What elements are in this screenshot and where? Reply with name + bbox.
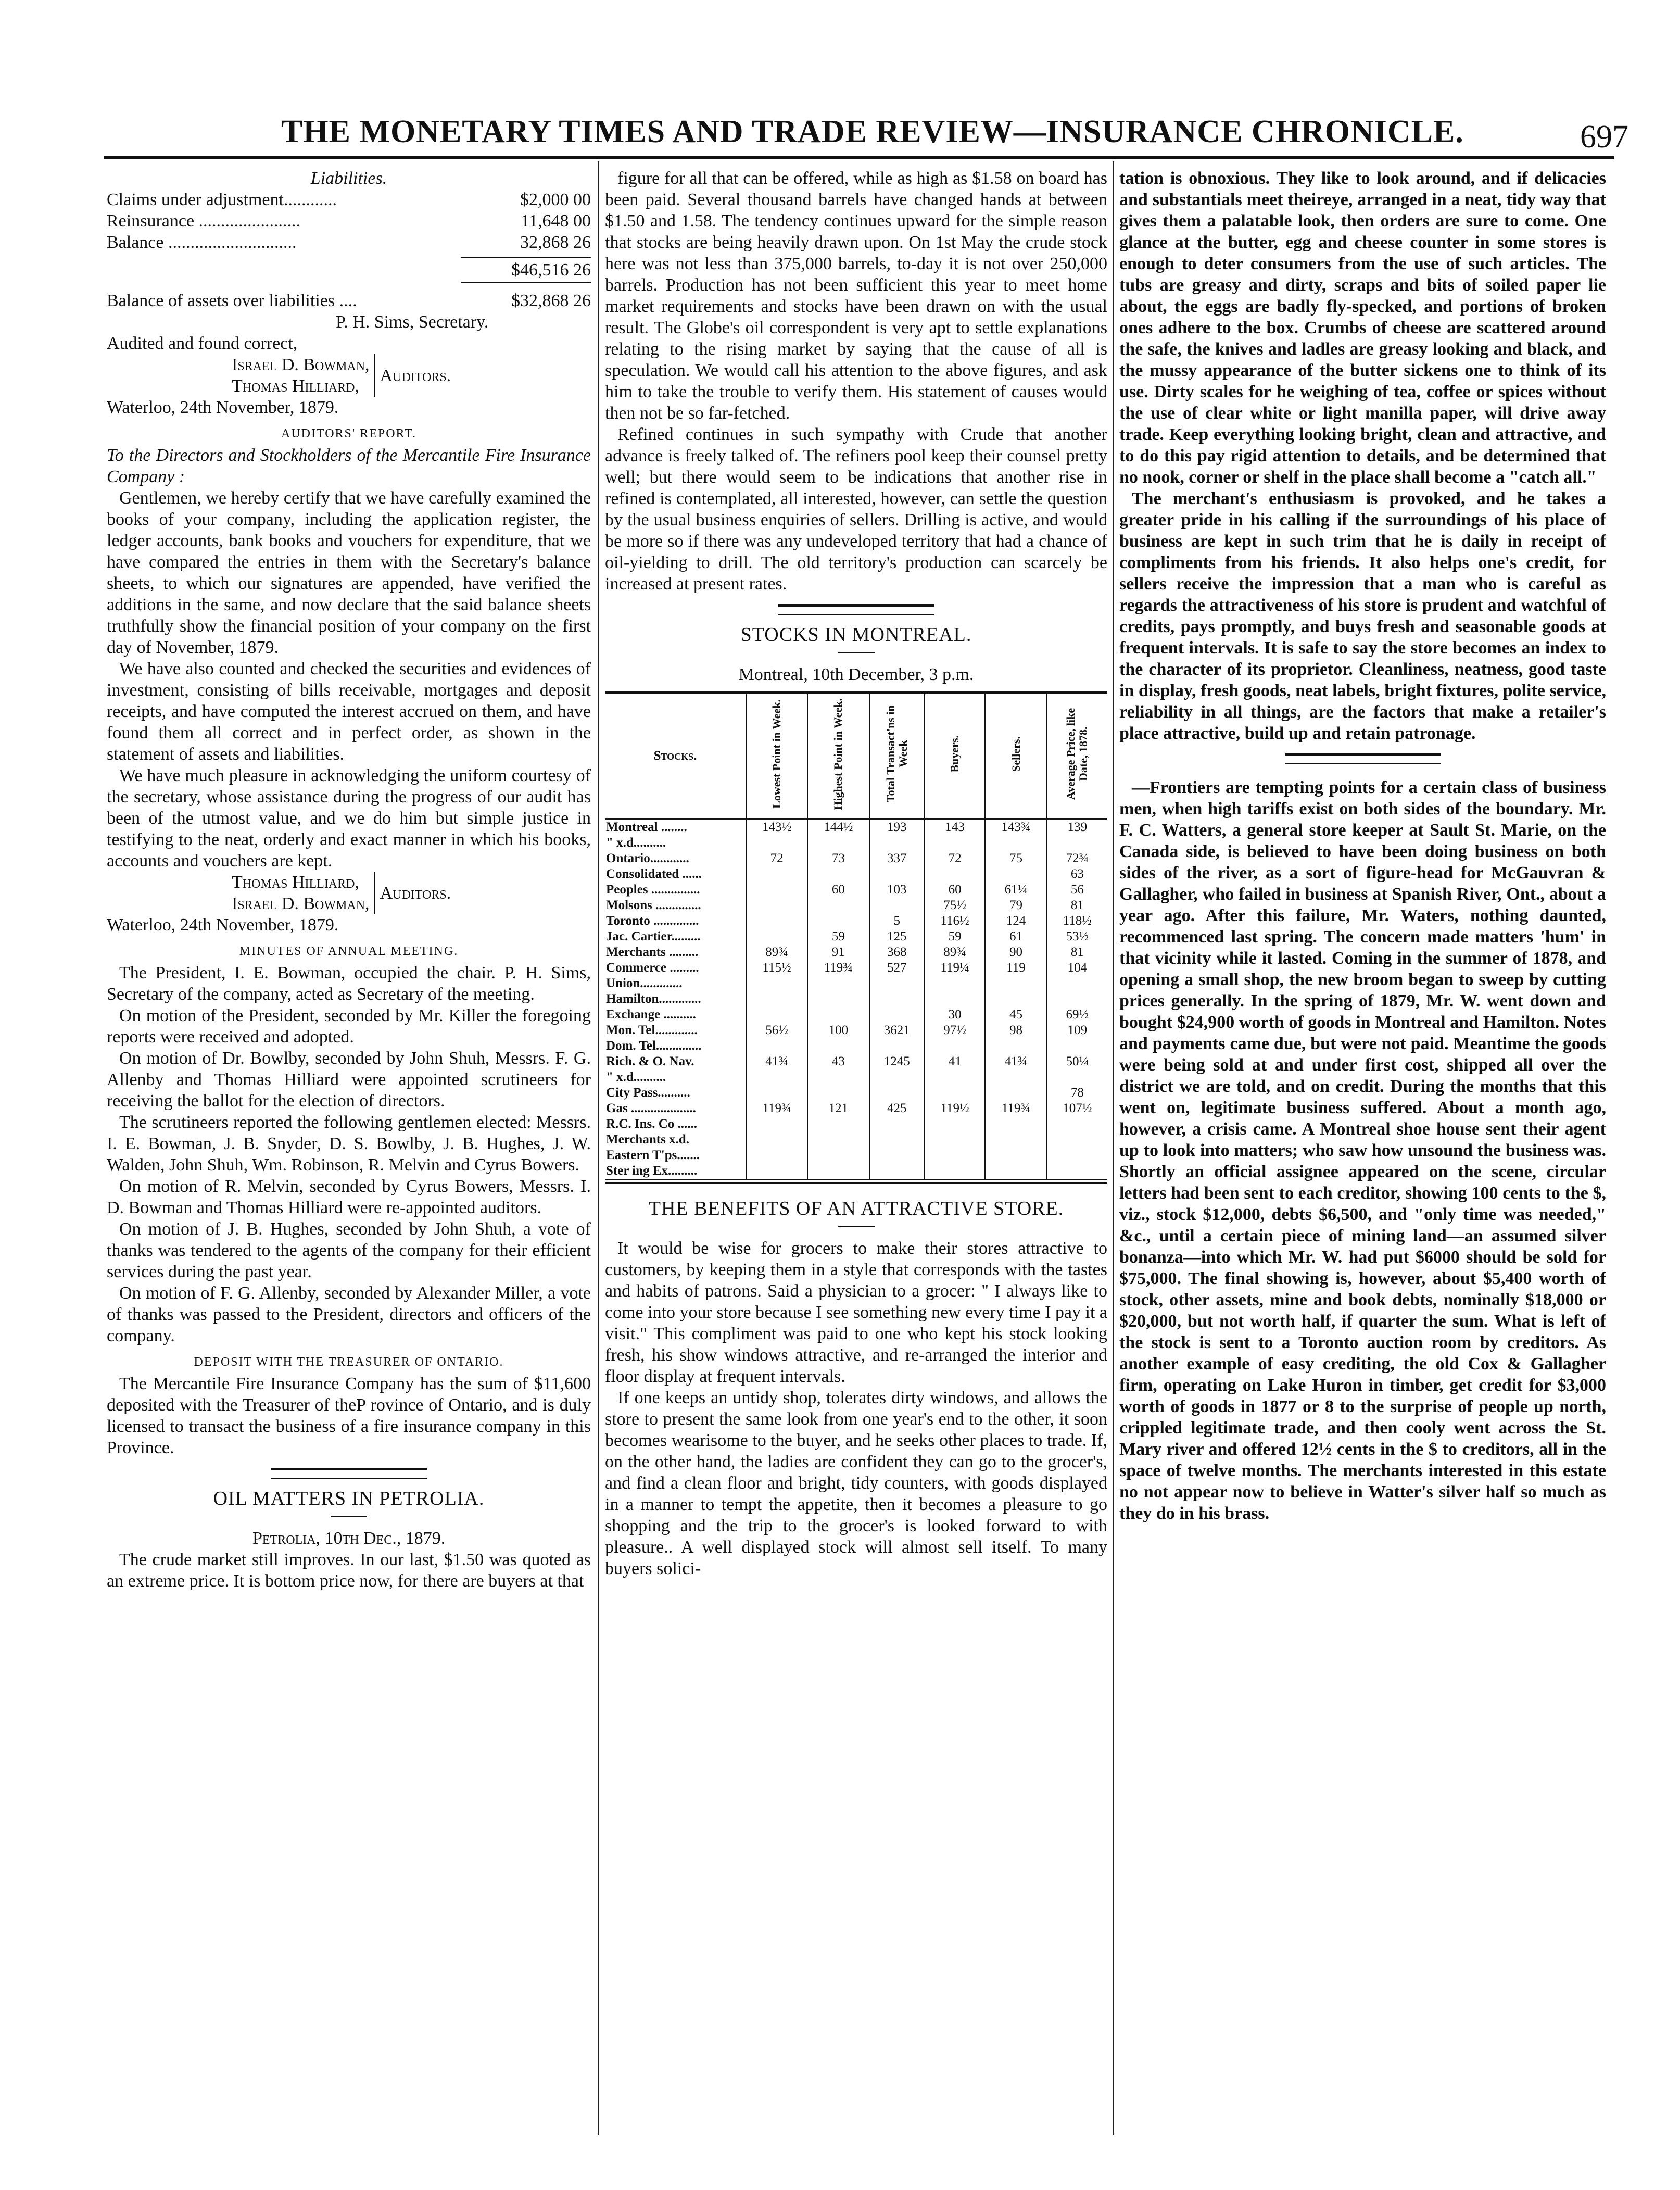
paragraph: Refined continues in such sympathy with Crude that another advance is freely talked of. The refiners pool keep their counsel pretty well; but there would seem to be indications that another rise in refined is contemplated, all interested, however, can settle the question by the usual business enquiries of sellers. Drilling is active, and would be more so if there was any undeveloped territory that had a chance of oil-yielding to drill. The old territory's production can scarcely be increased at present rates. bbox=[605, 425, 1107, 594]
stock-value-cell: 75 bbox=[985, 851, 1046, 866]
stock-value-cell: 121 bbox=[807, 1101, 869, 1116]
stock-value-cell bbox=[807, 991, 869, 1007]
table-row bbox=[605, 851, 1107, 866]
stock-value-cell bbox=[1047, 976, 1107, 991]
stock-value-cell bbox=[1047, 1116, 1107, 1132]
stock-value-cell bbox=[925, 1132, 986, 1148]
stock-name-cell: Peoples ............... bbox=[606, 883, 700, 897]
stock-value-cell bbox=[1047, 1038, 1107, 1054]
page-number: 697 bbox=[1580, 119, 1628, 155]
stock-value-cell: 75½ bbox=[925, 898, 986, 913]
stock-name-cell: Ontario............ bbox=[606, 851, 689, 865]
table-row bbox=[605, 1007, 1107, 1023]
paragraph: The scrutineers reported the following gentlemen elected: Messrs. I. E. Bowman, J. B. Snyder, D. S. Bowlby, J. B. Hughes, J. W. Walden, John Shuh, Wm. Robinson, R. Melvin and Cyrus Bowers. bbox=[107, 1113, 591, 1175]
stock-value-cell bbox=[1047, 1163, 1107, 1180]
stock-name-cell: Montreal ........ bbox=[606, 820, 687, 834]
stock-value-cell: 89¾ bbox=[746, 945, 807, 960]
stock-value-cell: 119¾ bbox=[807, 960, 869, 976]
stock-value-cell bbox=[746, 929, 807, 945]
column-header: Sellers. bbox=[985, 693, 1046, 819]
stock-name-cell: Hamilton............. bbox=[606, 992, 701, 1006]
stock-value-cell bbox=[985, 1148, 1046, 1163]
stock-value-cell: 104 bbox=[1047, 960, 1107, 976]
column-header: Average Price, like Date, 1878. bbox=[1047, 693, 1107, 819]
stock-value-cell bbox=[925, 1163, 986, 1180]
stock-value-cell bbox=[746, 1085, 807, 1101]
stock-value-cell bbox=[985, 991, 1046, 1007]
liabilities-heading: Liabilities. bbox=[310, 169, 387, 188]
stock-value-cell bbox=[925, 991, 986, 1007]
stock-value-cell: 61¼ bbox=[985, 882, 1046, 898]
stock-value-cell: 143½ bbox=[746, 819, 807, 836]
auditors-label: Auditors. bbox=[380, 883, 451, 903]
place-date: Waterloo, 24th November, 1879. bbox=[107, 398, 339, 417]
stock-value-cell: 73 bbox=[807, 851, 869, 866]
section-ornament bbox=[838, 1226, 875, 1231]
stock-value-cell bbox=[746, 1038, 807, 1054]
auditor-name: Thomas Hilliard, bbox=[232, 873, 359, 892]
stock-name-cell: Ster ing Ex......... bbox=[606, 1164, 698, 1178]
stock-value-cell: 45 bbox=[985, 1007, 1046, 1023]
table-row bbox=[605, 1116, 1107, 1132]
stock-value-cell bbox=[807, 976, 869, 991]
stock-value-cell: 3621 bbox=[869, 1023, 925, 1038]
column-header: Lowest Point in Week. bbox=[746, 693, 807, 819]
paragraph: Gentlemen, we hereby certify that we have carefully examined the books of your company, including the application register, the ledger accounts, bank books and vouchers for expenditure, that we have compared the entries in them with the Secretary's balance sheets, to which our signatures are appended, have verified the additions in the same, and now declare that the said balance sheets truthfully show the financial position of your company on the first day of November, 1879. bbox=[107, 488, 591, 657]
stock-value-cell bbox=[807, 913, 869, 929]
stock-value-cell bbox=[925, 1069, 986, 1085]
stock-value-cell bbox=[985, 1163, 1046, 1180]
stock-value-cell: 139 bbox=[1047, 819, 1107, 836]
stock-value-cell: 103 bbox=[869, 882, 925, 898]
section-ornament bbox=[1285, 753, 1441, 764]
table-row bbox=[605, 882, 1107, 898]
paragraph: On motion of R. Melvin, seconded by Cyrus Bowers, Messrs. I. D. Bowman and Thomas Hilliard were re-appointed auditors. bbox=[107, 1177, 591, 1217]
paragraph: On motion of the President, seconded by Mr. Killer the foregoing reports were received and adopted. bbox=[107, 1006, 591, 1047]
stock-value-cell: 90 bbox=[985, 945, 1046, 960]
stock-value-cell bbox=[746, 1148, 807, 1163]
liability-label: Reinsurance ....................... bbox=[107, 211, 301, 231]
column-1 bbox=[107, 168, 591, 2159]
stock-value-cell bbox=[869, 991, 925, 1007]
oil-heading: OIL MATTERS IN PETROLIA. bbox=[213, 1488, 485, 1509]
stock-name-cell: Gas .................... bbox=[606, 1101, 696, 1115]
stock-name-cell: " x.d.......... bbox=[606, 836, 666, 850]
stocks-table bbox=[605, 691, 1107, 1180]
stock-value-cell bbox=[985, 976, 1046, 991]
column-header: Total Transact'ns in Week bbox=[869, 693, 925, 819]
stock-value-cell: 368 bbox=[869, 945, 925, 960]
deposit-heading: DEPOSIT WITH THE TREASURER OF ONTARIO. bbox=[194, 1355, 504, 1369]
paragraph: It would be wise for grocers to make their stores attractive to customers, by keeping them in a style that corresponds with the tastes and habits of patrons. Said a physician to a grocer: " I always like to come into your store because I see something new every time I pay it a visit." This compliment was paid to one who kept his stock looking fresh, his show windows attractive, and re-arranged the interior and floor display at frequent intervals. bbox=[605, 1239, 1107, 1386]
column-3 bbox=[1119, 168, 1606, 2159]
stock-value-cell bbox=[869, 1116, 925, 1132]
paragraph: The President, I. E. Bowman, occupied the chair. P. H. Sims, Secretary of the company, acted as Secretary of the meeting. bbox=[107, 963, 591, 1004]
stock-value-cell: 59 bbox=[807, 929, 869, 945]
paragraph: The crude market still improves. In our last, $1.50 was quoted as an extreme price. It is bottom price now, for there are buyers at that bbox=[107, 1550, 591, 1591]
stock-value-cell: 72 bbox=[746, 851, 807, 866]
stock-value-cell bbox=[869, 1163, 925, 1180]
table-row bbox=[605, 835, 1107, 851]
balance-value: $32,868 26 bbox=[511, 291, 591, 310]
paragraph: We have much pleasure in acknowledging the uniform courtesy of the secretary, whose assistance during the progress of our audit has been of the utmost value, and we do him but simple justice in testifying to the neat, orderly and exact manner in which his books, accounts and vouchers are kept. bbox=[107, 766, 591, 871]
stock-value-cell bbox=[746, 1132, 807, 1148]
stock-value-cell bbox=[807, 866, 869, 882]
stock-value-cell: 72 bbox=[925, 851, 986, 866]
stock-value-cell: 119½ bbox=[925, 1101, 986, 1116]
paragraph: The Mercantile Fire Insurance Company has the sum of $11,600 deposited with the Treasurer of theP rovince of Ontario, and is duly licensed to transact the business of a fire insurance company in this Province. bbox=[107, 1374, 591, 1457]
stock-value-cell bbox=[807, 898, 869, 913]
table-row bbox=[605, 819, 1107, 836]
stock-name-cell: Merchants x.d. bbox=[606, 1132, 689, 1147]
auditors-block bbox=[107, 354, 591, 397]
stock-value-cell: 143 bbox=[925, 819, 986, 836]
stock-name-cell: Mon. Tel............. bbox=[606, 1023, 698, 1037]
stocks-heading: STOCKS IN MONTREAL. bbox=[740, 624, 972, 646]
stock-value-cell bbox=[807, 1085, 869, 1101]
stock-value-cell: 125 bbox=[869, 929, 925, 945]
stock-value-cell bbox=[746, 1069, 807, 1085]
stock-name-cell: Molsons .............. bbox=[606, 898, 701, 912]
liability-label: Balance ............................. bbox=[107, 233, 297, 252]
stock-value-cell: 41¾ bbox=[746, 1054, 807, 1069]
stock-value-cell: 53½ bbox=[1047, 929, 1107, 945]
table-row bbox=[605, 1038, 1107, 1054]
minutes-heading: MINUTES OF ANNUAL MEETING. bbox=[239, 945, 459, 958]
table-row bbox=[605, 1132, 1107, 1148]
stock-value-cell bbox=[807, 1069, 869, 1085]
column-header: Highest Point in Week. bbox=[807, 693, 869, 819]
stock-value-cell: 107½ bbox=[1047, 1101, 1107, 1116]
stock-value-cell: 56½ bbox=[746, 1023, 807, 1038]
stock-value-cell: 119¼ bbox=[925, 960, 986, 976]
stock-value-cell: 98 bbox=[985, 1023, 1046, 1038]
stock-value-cell bbox=[746, 991, 807, 1007]
stock-value-cell: 60 bbox=[925, 882, 986, 898]
section-ornament bbox=[778, 604, 934, 615]
stock-value-cell: 50¼ bbox=[1047, 1054, 1107, 1069]
auditor-name: Israel D. Bowman, bbox=[232, 894, 370, 913]
stock-value-cell: 527 bbox=[869, 960, 925, 976]
stock-value-cell: 56 bbox=[1047, 882, 1107, 898]
stock-value-cell: 119¾ bbox=[746, 1101, 807, 1116]
stock-value-cell bbox=[869, 1038, 925, 1054]
stock-value-cell: 124 bbox=[985, 913, 1046, 929]
stock-name-cell: City Pass.......... bbox=[606, 1086, 690, 1100]
stock-name-cell: " x.d.......... bbox=[606, 1070, 666, 1084]
report-address: To the Directors and Stockholders of the Mercantile Fire Insurance Company : bbox=[107, 446, 591, 486]
auditor-name: Thomas Hilliard, bbox=[232, 376, 359, 396]
stock-value-cell bbox=[869, 976, 925, 991]
liability-value: $2,000 00 bbox=[520, 190, 591, 209]
stock-value-cell bbox=[869, 1085, 925, 1101]
stock-value-cell: 119 bbox=[985, 960, 1046, 976]
stock-value-cell bbox=[746, 976, 807, 991]
stocks-dateline: Montreal, 10th December, 3 p.m. bbox=[738, 665, 974, 684]
page-header bbox=[0, 0, 1680, 156]
stock-value-cell bbox=[869, 1069, 925, 1085]
paragraph: If one keeps an untidy shop, tolerates dirty windows, and allows the store to present the same look from one year's end to the other, it soon becomes wearisome to the buyer, and he seeks other places to trade. If, on the other hand, the ladies are confident they can go to the grocer's, and find a clean floor and bright, tidy counters, with goods displayed in a manner to tempt the appetite, then it becomes a pleasure to go shopping and the trip to the grocer's is looked forward to with pleasure.. A well displayed stock will almost sell itself. To many buyers solici- bbox=[605, 1388, 1107, 1578]
table-row bbox=[605, 1069, 1107, 1085]
stock-value-cell bbox=[985, 1069, 1046, 1085]
stock-value-cell: 72¾ bbox=[1047, 851, 1107, 866]
stock-value-cell: 144½ bbox=[807, 819, 869, 836]
stock-value-cell bbox=[1047, 1132, 1107, 1148]
stock-value-cell: 63 bbox=[1047, 866, 1107, 882]
section-ornament bbox=[838, 652, 875, 658]
stock-value-cell bbox=[869, 898, 925, 913]
balance-label: Balance of assets over liabilities .... bbox=[107, 291, 357, 310]
stock-value-cell: 69½ bbox=[1047, 1007, 1107, 1023]
stock-value-cell bbox=[869, 1007, 925, 1023]
stock-value-cell: 5 bbox=[869, 913, 925, 929]
auditors-label: Auditors. bbox=[380, 366, 451, 385]
table-row bbox=[605, 1148, 1107, 1163]
table-header-row bbox=[605, 693, 1107, 819]
liability-value: 32,868 26 bbox=[520, 233, 591, 252]
liability-row bbox=[107, 232, 591, 253]
stock-value-cell bbox=[746, 1007, 807, 1023]
paragraph: tation is obnoxious. They like to look around, and if delicacies and substantials meet theireye, arranged in a neat, tidy way that gives them a palatable look, then orders are sure to come. One glance at the butter, egg and cheese counter in some stores is enough to deter consumers from the use of such articles. The tubs are greasy and dirty, scraps and bits of soiled paper lie about, the eggs are badly fly-specked, and portions of broken ones adhere to the box. Crumbs of cheese are scattered around the safe, the knives and ladles are greasy looking and black, and the mussy appearance of the butter sickens one to think of its use. Dirty scales for he weighing of tea, coffee or spices without the use of clear white or light manilla paper, will drive away trade. Keep everything looking bright, clean and attractive, and to do this pay rigid attention to details, and be determined that no nook, corner or shelf in the place shall become a "catch all." bbox=[1119, 169, 1606, 487]
stock-value-cell: 59 bbox=[925, 929, 986, 945]
stock-value-cell bbox=[985, 1116, 1046, 1132]
stock-value-cell: 337 bbox=[869, 851, 925, 866]
column-divider bbox=[598, 161, 599, 2135]
stock-name-cell: Eastern T'ps....... bbox=[606, 1148, 700, 1162]
stock-value-cell bbox=[746, 866, 807, 882]
benefits-heading: THE BENEFITS OF AN ATTRACTIVE STORE. bbox=[648, 1198, 1064, 1219]
stock-value-cell bbox=[746, 835, 807, 851]
stock-value-cell bbox=[807, 835, 869, 851]
stock-value-cell: 61 bbox=[985, 929, 1046, 945]
stock-value-cell bbox=[925, 1116, 986, 1132]
stock-value-cell bbox=[985, 1038, 1046, 1054]
stock-value-cell bbox=[1047, 991, 1107, 1007]
stock-name-cell: Union............. bbox=[606, 976, 683, 990]
stock-value-cell bbox=[985, 866, 1046, 882]
table-row bbox=[605, 1054, 1107, 1069]
stock-name-cell: Toronto .............. bbox=[606, 914, 699, 928]
stock-value-cell bbox=[869, 1132, 925, 1148]
masthead-title: THE MONETARY TIMES AND TRADE REVIEW—INSURANCE CHRONICLE. bbox=[281, 114, 1464, 149]
auditors-block bbox=[107, 872, 591, 914]
stock-name-cell: Merchants ......... bbox=[606, 945, 699, 959]
stock-value-cell bbox=[869, 866, 925, 882]
stock-value-cell bbox=[925, 866, 986, 882]
stock-value-cell bbox=[807, 1116, 869, 1132]
stock-value-cell: 425 bbox=[869, 1101, 925, 1116]
stock-value-cell bbox=[869, 835, 925, 851]
stock-value-cell bbox=[746, 1116, 807, 1132]
stock-value-cell: 89¾ bbox=[925, 945, 986, 960]
table-row bbox=[605, 1023, 1107, 1038]
stock-value-cell bbox=[1047, 835, 1107, 851]
table-row bbox=[605, 1085, 1107, 1101]
stock-name-cell: Dom. Tel.............. bbox=[606, 1039, 702, 1053]
column-header: Buyers. bbox=[925, 693, 986, 819]
stock-value-cell: 41¾ bbox=[985, 1054, 1046, 1069]
paragraph: —Frontiers are tempting points for a certain class of business men, when high tariffs exist on both sides of the boundary. Mr. F. C. Watters, a general store keeper at Sault St. Marie, on the Canada side, is believed to have been doing business on both sides of the river, as a sort of figure-head for McGauvran & Gallagher, who failed in business at Spanish River, Ont., about a year ago. After this failure, Mr. Waters, nothing daunted, recommenced last spring. The concern made matters 'hum' in that vicinity while it lasted. Coming in the summer of 1878, and opening a small shop, the new broom began to sweep by cutting prices generally. In the spring of 1879, Mr. W. went down and bought $24,900 worth of goods in Montreal and Hamilton. Notes and payments came due, but were not paid. Meantime the goods were being sold at and under first cost, shipped all over the district we are told, and on credit. During the months that this went on, legitimate business suffered. About a month ago, however, a crisis came. A Montreal shoe house sent their agent up to look into matters; who saw how unsound the business was. Shortly an official assignee appeared on the scene, circular letters had been sent to each creditor, showing 100 cents to the $, viz., stock $12,000, debts $6,500, and "only time was needed," &c., until a certain piece of mining land—an assumed silver bonanza—into which Mr. W. had put $6000 should be sold for $75,000. The final showing is, however, about $5,400 worth of stock, other assets, mine and book debts, nominally $18,000 or $20,000, but not worth half, if quarter the sum. What is left of the stock is sent to a Toronto auction room by creditors. As another example of easy crediting, the old Cox & Gallagher firm, operating on Lake Huron in timber, get credit for $3,000 worth of goods in 1877 or 8 to the surprise of people up north, crippled legitimate trade, and then cooly went across the St. Mary river and offered 12½ cents in the $ to creditors, all in the space of twelve months. The merchants interested in this estate no not appear now to believe in Watter's silver half so much as they do in his brass. bbox=[1119, 778, 1606, 1523]
stock-name-cell: Commerce ......... bbox=[606, 961, 699, 975]
stock-value-cell bbox=[869, 1148, 925, 1163]
stock-value-cell: 119¾ bbox=[985, 1101, 1046, 1116]
paragraph: On motion of Dr. Bowlby, seconded by John Shuh, Messrs. F. G. Allenby and Thomas Hilliard were appointed scrutineers for receiving the ballot for the election of directors. bbox=[107, 1049, 591, 1111]
stock-value-cell: 79 bbox=[985, 898, 1046, 913]
stock-value-cell: 109 bbox=[1047, 1023, 1107, 1038]
table-row bbox=[605, 1101, 1107, 1116]
place-date: Waterloo, 24th November, 1879. bbox=[107, 915, 339, 935]
auditor-name: Israel D. Bowman, bbox=[232, 355, 370, 374]
table-row bbox=[605, 960, 1107, 976]
section-ornament bbox=[331, 1516, 367, 1521]
balance-line bbox=[107, 290, 591, 311]
stock-name-cell: Consolidated ...... bbox=[606, 867, 702, 881]
stock-value-cell bbox=[985, 1132, 1046, 1148]
table-row bbox=[605, 898, 1107, 913]
secretary-signature: P. H. Sims, Secretary. bbox=[336, 312, 489, 332]
stock-value-cell bbox=[746, 913, 807, 929]
stock-name-cell: Jac. Cartier......... bbox=[606, 929, 701, 943]
table-row bbox=[605, 945, 1107, 960]
table-row bbox=[605, 1163, 1107, 1180]
header-rule bbox=[104, 156, 1614, 159]
paragraph: On motion of J. B. Hughes, seconded by John Shuh, a vote of thanks was tendered to the agents of the company for their efficient services during the past year. bbox=[107, 1219, 591, 1281]
stock-value-cell: 115½ bbox=[746, 960, 807, 976]
stock-value-cell bbox=[925, 835, 986, 851]
liability-label: Claims under adjustment............ bbox=[107, 190, 337, 209]
stock-value-cell: 81 bbox=[1047, 945, 1107, 960]
stock-value-cell bbox=[746, 1163, 807, 1180]
stock-name-cell: R.C. Ins. Co ...... bbox=[606, 1117, 698, 1131]
stock-value-cell: 116½ bbox=[925, 913, 986, 929]
stock-value-cell: 78 bbox=[1047, 1085, 1107, 1101]
liability-row bbox=[107, 189, 591, 210]
stock-value-cell bbox=[746, 882, 807, 898]
stock-value-cell bbox=[746, 898, 807, 913]
column-divider bbox=[1113, 161, 1114, 2135]
stock-value-cell: 41 bbox=[925, 1054, 986, 1069]
stock-value-cell bbox=[807, 1163, 869, 1180]
stock-name-cell: Rich. & O. Nav. bbox=[606, 1054, 694, 1068]
stock-value-cell bbox=[807, 1007, 869, 1023]
column-2 bbox=[605, 168, 1107, 2159]
stock-value-cell: 193 bbox=[869, 819, 925, 836]
oil-dateline: Petrolia, 10th Dec., 1879. bbox=[252, 1529, 446, 1548]
stock-value-cell: 43 bbox=[807, 1054, 869, 1069]
table-row bbox=[605, 976, 1107, 991]
stock-value-cell: 60 bbox=[807, 882, 869, 898]
table-row bbox=[605, 929, 1107, 945]
table-row bbox=[605, 913, 1107, 929]
paragraph: figure for all that can be offered, while as high as $1.58 on board has been paid. Several thousand barrels have changed hands at between $1.50 and 1.58. The tendency continues upward for the simple reason that stocks are being heavily drawn upon. On 1st May the crude stock here was not less than 375,000 barrels, to-day it is not over 250,000 barrels. Production has not been sufficient this year to meet home market requirements and stocks have been drawn on with the usual result. The Globe's oil correspondent is very apt to settle explanations relating to the rising market by saying that the cause of all is speculation. We would call his attention to the above figures, and ask him to take the trouble to verify them. His statement of causes would then not be so far-fetched. bbox=[605, 169, 1107, 423]
stock-value-cell bbox=[925, 1085, 986, 1101]
liability-value: 11,648 00 bbox=[521, 211, 591, 231]
stock-value-cell bbox=[807, 1132, 869, 1148]
stock-value-cell: 100 bbox=[807, 1023, 869, 1038]
liabilities-total: $46,516 26 bbox=[461, 257, 591, 283]
stock-value-cell bbox=[1047, 1148, 1107, 1163]
stock-value-cell: 81 bbox=[1047, 898, 1107, 913]
table-row bbox=[605, 991, 1107, 1007]
stock-value-cell bbox=[925, 1148, 986, 1163]
stock-name-cell: Exchange .......... bbox=[606, 1008, 696, 1022]
stock-value-cell: 97½ bbox=[925, 1023, 986, 1038]
stock-value-cell bbox=[985, 1085, 1046, 1101]
paragraph: On motion of F. G. Allenby, seconded by Alexander Miller, a vote of thanks was passed to the President, directors and officers of the company. bbox=[107, 1283, 591, 1345]
stock-value-cell: 91 bbox=[807, 945, 869, 960]
stock-value-cell bbox=[807, 1148, 869, 1163]
stock-value-cell bbox=[807, 1038, 869, 1054]
column-header: Stocks. bbox=[605, 693, 746, 819]
table-rule bbox=[605, 1182, 1107, 1184]
paragraph: We have also counted and checked the securities and evidences of investment, consisting of bills receivable, mortgages and deposit receipts, and have computed the interest accrued on them, and have found them all correct and in perfect order, as shown in the statement of assets and liabilities. bbox=[107, 659, 591, 764]
section-ornament bbox=[271, 1468, 427, 1479]
stock-value-cell bbox=[925, 1038, 986, 1054]
stock-value-cell: 1245 bbox=[869, 1054, 925, 1069]
stock-value-cell: 118½ bbox=[1047, 913, 1107, 929]
stock-value-cell: 30 bbox=[925, 1007, 986, 1023]
auditors-report-heading: AUDITORS' REPORT. bbox=[281, 427, 417, 440]
stock-value-cell bbox=[985, 835, 1046, 851]
table-row bbox=[605, 866, 1107, 882]
stock-value-cell bbox=[925, 976, 986, 991]
liability-row bbox=[107, 210, 591, 232]
stock-value-cell: 143¾ bbox=[985, 819, 1046, 836]
paragraph: The merchant's enthusiasm is provoked, and he takes a greater pride in his calling if the surroundings of his place of business are kept in such trim that he is daily in receipt of compliments from his friends. It also helps one's credit, for sellers receive the impression that a man who is careful as regards the attractiveness of his store is prudent and watchful of credits, pays promptly, and buys fresh and seasonable goods at frequent intervals. It is safe to say the store becomes an index to the character of its proprietor. Cleanliness, neatness, good taste in display, fresh goods, neat labels, bright fixtures, polite service, reliability in all things, are the factors that make a retailer's place attractive, build up and retain patronage. bbox=[1119, 489, 1606, 743]
stock-value-cell bbox=[1047, 1069, 1107, 1085]
audited-note: Audited and found correct, bbox=[107, 334, 298, 353]
